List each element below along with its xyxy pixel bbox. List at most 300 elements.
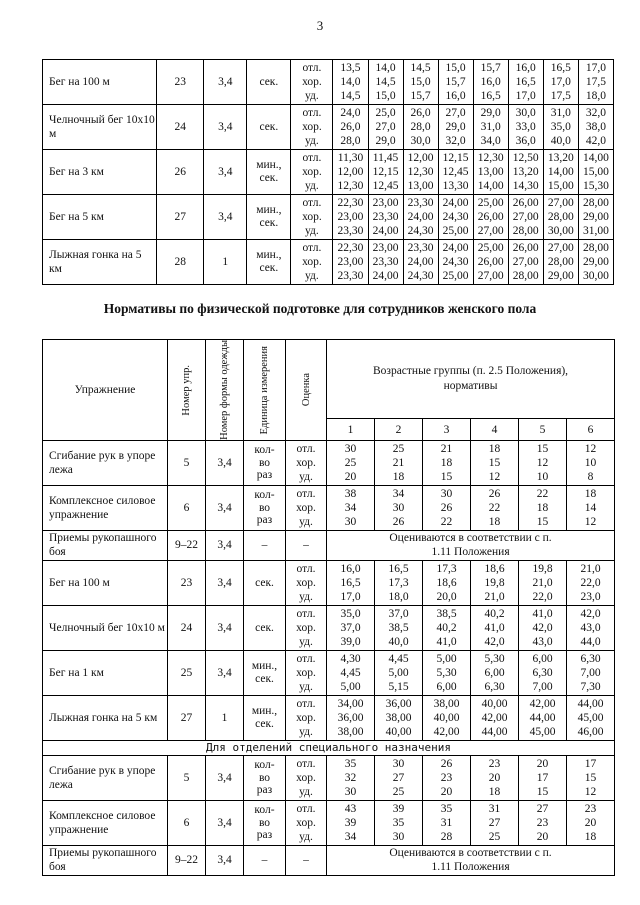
exercise-row [43,650,615,695]
exercise-number: 23 [168,560,206,605]
norm-value: 14,00 [477,180,504,192]
norm-value: 38,5 [388,621,409,634]
norm-value: 5,00 [436,652,457,665]
norm-value: 28,0 [340,135,361,147]
norm-value: 14,00 [582,152,609,164]
value-line: хор. [302,256,322,268]
norm-value: 26,00 [512,197,539,209]
header-grade: Оценка [286,340,327,441]
value-line: отл. [296,652,316,665]
norm-value: 8 [587,470,594,483]
norm-value: 32 [344,771,357,784]
norm-cell [327,650,375,695]
norm-value: 15 [440,470,453,483]
exercise-number: 27 [157,195,204,240]
norm-cell [368,195,403,240]
norm-value: 25,0 [375,107,396,119]
header-row [43,340,615,419]
exercise-number: 23 [157,60,204,105]
norm-value: 14,0 [375,62,396,74]
norm-cell [403,105,438,150]
exercise-name: Бег на 3 км [43,150,157,195]
uniform-number: 3,4 [206,650,244,695]
value-line: уд. [299,680,313,693]
norm-value: 23,00 [372,242,399,254]
norm-value: 38,00 [337,725,364,738]
norm-value: 5,15 [388,680,409,693]
value-line: отл. [296,697,316,710]
norm-value: 43 [344,802,357,815]
norm-cell [471,800,519,845]
value-line: уд. [305,180,319,192]
norm-value: 12 [584,785,597,798]
norm-value: 28,00 [582,197,609,209]
norm-value: 30 [344,515,357,528]
norm-cell [375,605,423,650]
grades [286,440,327,485]
value-line: хор. [296,816,316,829]
norm-value: 17 [536,771,549,784]
norm-value: 44,00 [481,725,508,738]
norm-value: 15,7 [410,90,431,102]
norm-cell [423,605,471,650]
exercise-number: 6 [168,800,206,845]
grades [291,150,333,195]
header-form: Номер формы одежды [206,340,244,441]
group-number: 6 [567,419,615,440]
grades [286,605,327,650]
group-number: 1 [327,419,375,440]
uniform-number: 3,4 [206,440,244,485]
norm-value: 20 [344,470,357,483]
norm-value: 40,00 [385,725,412,738]
grades [291,240,333,285]
norm-value: 26,00 [477,211,504,223]
norm-value: 40,00 [433,711,460,724]
norm-value: 24,0 [340,107,361,119]
norm-value: 16,5 [480,90,501,102]
norm-value: 42,0 [532,621,553,634]
norm-value: 45,00 [577,711,604,724]
norm-value: 15,30 [582,180,609,192]
exercise-name: Челночный бег 10х10 м [43,105,157,150]
exercise-name: Челночный бег 10х10 м [43,605,168,650]
norm-cell [471,650,519,695]
norm-value: 31,00 [582,225,609,237]
value-line: хор. [296,621,316,634]
norm-value: 32,0 [585,107,606,119]
norm-value: 30,0 [515,107,536,119]
norm-cell [508,240,543,285]
norm-cell [567,650,615,695]
exercise-number: 24 [157,105,204,150]
norm-value: 37,0 [388,607,409,620]
norm-value: 26 [392,515,405,528]
norm-value: 16,0 [480,76,501,88]
norm-cell [423,440,471,485]
norm-value: 18,6 [484,562,505,575]
unit: кол-во раз [244,755,286,800]
value-line: отл. [302,62,322,74]
norm-cell [471,755,519,800]
unit: – [244,845,286,875]
norm-cell [471,560,519,605]
norm-value: 27,00 [547,197,574,209]
norm-value: 28,00 [547,256,574,268]
norm-value: 26 [440,757,453,770]
norm-value: 13,00 [407,180,434,192]
norm-value: 28,00 [512,225,539,237]
value-line: хор. [296,501,316,514]
unit: сек. [247,105,291,150]
value-line: хор. [296,711,316,724]
exercise-number: 26 [157,150,204,195]
norm-value: 27 [392,771,405,784]
norm-cell [423,485,471,530]
norm-value: 12 [488,470,501,483]
value-line: уд. [299,590,313,603]
norm-value: 42,0 [580,607,601,620]
norm-value: 18 [488,442,501,455]
norm-value: 25,00 [442,225,469,237]
norm-value: 18,0 [585,90,606,102]
norm-value: 21 [392,456,405,469]
norm-value: 27 [488,816,501,829]
norm-value: 45,00 [529,725,556,738]
norm-value: 23,30 [407,242,434,254]
norm-value: 24,00 [407,211,434,223]
norm-value: 30 [344,785,357,798]
norm-value: 35 [344,757,357,770]
uniform-number: 3,4 [206,485,244,530]
value-line: хор. [302,211,322,223]
norm-cell [375,650,423,695]
value-line: уд. [299,470,313,483]
exercise-number: 9–22 [168,845,206,875]
group-number: 3 [423,419,471,440]
norm-value: 15 [536,785,549,798]
norm-value: 16,5 [550,62,571,74]
norm-value: 27,0 [375,121,396,133]
norm-value: 6,30 [580,652,601,665]
value-line: отл. [296,757,316,770]
norm-cell [423,650,471,695]
exercise-number: 9–22 [168,530,206,560]
norm-value: 24,00 [442,242,469,254]
grades [291,60,333,105]
norm-value: 23 [584,802,597,815]
norm-value: 38 [344,487,357,500]
norm-value: 15,7 [445,76,466,88]
norm-cell [578,240,613,285]
norm-value: 28,0 [410,121,431,133]
norm-cell [508,195,543,240]
grades [291,195,333,240]
norm-value: 4,45 [340,666,361,679]
norm-cell [423,800,471,845]
norm-value: 12,30 [337,180,364,192]
exercise-name: Бег на 100 м [43,60,157,105]
unit: сек. [247,60,291,105]
norm-value: 14,5 [375,76,396,88]
norm-value: 15,00 [547,180,574,192]
unit: – [244,530,286,560]
exercise-name: Бег на 5 км [43,195,157,240]
norm-value: 42,00 [481,711,508,724]
norm-value: 11,45 [372,152,399,164]
norm-value: 35 [392,816,405,829]
norm-cell [375,485,423,530]
norm-value: 24,30 [407,270,434,282]
value-line: уд. [305,270,319,282]
value-line: отл. [296,487,316,500]
norm-value: 14,0 [340,76,361,88]
norm-value: 21 [440,442,453,455]
norm-cell [543,60,578,105]
norm-cell [368,60,403,105]
value-line: уд. [299,635,313,648]
norm-value: 40,2 [436,621,457,634]
norm-value: 12,15 [372,166,399,178]
norm-cell [578,60,613,105]
norm-value: 17,0 [585,62,606,74]
norm-cell [473,60,508,105]
unit: сек. [244,605,286,650]
norm-value: 23,30 [407,197,434,209]
norm-value: 33,0 [515,121,536,133]
norm-value: 39,0 [340,635,361,648]
norm-cell [333,240,368,285]
norm-value: 27,00 [477,225,504,237]
norm-value: 6,30 [484,680,505,693]
norm-value: 13,20 [512,166,539,178]
norm-value: 18 [536,501,549,514]
norm-cell [438,105,473,150]
norm-cell [375,440,423,485]
unit: кол-во раз [244,440,286,485]
value-line: уд. [299,830,313,843]
norm-value: 36,00 [337,711,364,724]
norm-value: 17,3 [388,576,409,589]
norm-value: 28,00 [582,242,609,254]
norm-cell [578,105,613,150]
norm-value: 18,6 [436,576,457,589]
norm-value: 23,30 [372,256,399,268]
norm-cell [508,105,543,150]
norm-cell [567,605,615,650]
norm-value: 12,15 [442,152,469,164]
norm-value: 34 [344,501,357,514]
norm-value: 15,0 [375,90,396,102]
unit: мин., сек. [247,240,291,285]
norm-value: 18 [488,515,501,528]
exercise-name: Приемы рукопашного боя [43,530,168,560]
norm-cell [543,195,578,240]
norm-value: 40,0 [550,135,571,147]
norm-cell [333,150,368,195]
norm-value: 13,20 [547,152,574,164]
norm-value: 34,0 [480,135,501,147]
exercise-row [43,845,615,875]
norm-value: 20 [488,771,501,784]
norm-value: 23 [488,757,501,770]
grades [286,650,327,695]
norm-value: 38,5 [436,607,457,620]
norm-cell [368,240,403,285]
norm-value: 16,0 [445,90,466,102]
norm-value: 25 [392,442,405,455]
norm-cell [473,195,508,240]
exercise-row [43,755,615,800]
norm-value: 18 [584,830,597,843]
norm-value: 16,0 [340,562,361,575]
norm-value: 26,00 [512,242,539,254]
uniform-number: 3,4 [206,755,244,800]
norm-value: 24,30 [442,256,469,268]
exercise-number: 5 [168,755,206,800]
norm-value: 41,0 [436,635,457,648]
norm-value: 31 [440,816,453,829]
norm-cell [333,195,368,240]
exercise-name: Сгибание рук в упоре лежа [43,755,168,800]
norm-value: 23,00 [337,256,364,268]
uniform-number: 3,4 [204,150,247,195]
exercise-row [43,800,615,845]
unit: кол-во раз [244,485,286,530]
norm-value: 30 [392,830,405,843]
norm-value: 17,5 [550,90,571,102]
norm-value: 46,00 [577,725,604,738]
norm-cell [327,485,375,530]
norm-value: 40,00 [481,697,508,710]
norm-value: 38,00 [385,711,412,724]
norm-value: 20,0 [436,590,457,603]
value-line: отл. [302,242,322,254]
norm-value: 31,0 [480,121,501,133]
value-line: уд. [299,725,313,738]
norm-value: 23,30 [372,211,399,223]
norm-value: 35 [440,802,453,815]
grade-dash: – [286,845,327,875]
norm-value: 13,5 [340,62,361,74]
norm-value: 35,0 [550,121,571,133]
norm-value: 29,00 [547,270,574,282]
value-line: отл. [302,152,322,164]
norm-value: 31,0 [550,107,571,119]
norm-cell [508,150,543,195]
value-line: отл. [296,562,316,575]
norm-value: 19,8 [484,576,505,589]
norm-value: 39 [344,816,357,829]
norm-value: 14,5 [410,62,431,74]
value-line: хор. [302,166,322,178]
unit: мин., сек. [244,695,286,740]
grades [286,800,327,845]
grade-dash: – [286,530,327,560]
norm-value: 23,00 [337,211,364,223]
norm-value: 30,00 [547,225,574,237]
uniform-number: 3,4 [206,800,244,845]
exercise-name: Лыжная гонка на 5 км [43,695,168,740]
norm-value: 7,00 [532,680,553,693]
value-line: отл. [302,107,322,119]
norm-value: 6,00 [484,666,505,679]
norm-value: 7,00 [580,666,601,679]
norm-value: 23,30 [337,270,364,282]
norm-value: 43,0 [532,635,553,648]
norm-value: 26 [488,487,501,500]
norm-value: 26 [440,501,453,514]
norm-value: 12 [584,442,597,455]
exercise-name: Комплексное силовое упражнение [43,800,168,845]
exercise-number: 28 [157,240,204,285]
exercise-number: 6 [168,485,206,530]
norm-cell [519,485,567,530]
norm-cell [423,755,471,800]
norm-cell [375,800,423,845]
norm-value: 12,45 [372,180,399,192]
norm-value: 22 [536,487,549,500]
norm-value: 20 [536,830,549,843]
value-line: отл. [302,197,322,209]
norm-value: 12 [584,515,597,528]
norm-cell [567,755,615,800]
grades [286,485,327,530]
norm-value: 17,5 [585,76,606,88]
norm-value: 21,0 [580,562,601,575]
norm-cell [543,240,578,285]
page-number: 3 [316,18,324,33]
norm-value: 16,5 [515,76,536,88]
norm-value: 27,00 [477,270,504,282]
norm-value: 26,00 [477,256,504,268]
norm-cell [327,755,375,800]
value-line: хор. [302,76,322,88]
uniform-number: 3,4 [206,560,244,605]
norm-value: 22,30 [337,197,364,209]
uniform-number: 3,4 [204,60,247,105]
norm-value: 42,0 [484,635,505,648]
norm-cell [508,60,543,105]
group-number: 5 [519,419,567,440]
exercise-row [43,60,614,105]
norm-value: 44,0 [580,635,601,648]
norm-value: 22 [488,501,501,514]
norm-value: 24,30 [407,225,434,237]
norm-value: 10 [536,470,549,483]
norm-cell [519,650,567,695]
norm-cell [375,695,423,740]
uniform-number: 3,4 [204,195,247,240]
uniform-number: 1 [206,695,244,740]
norm-cell [473,105,508,150]
norm-value: 29,0 [445,121,466,133]
exercise-row [43,695,615,740]
norm-value: 14,30 [512,180,539,192]
norm-value: 16,5 [340,576,361,589]
value-line: хор. [296,666,316,679]
norm-value: 12,45 [442,166,469,178]
norm-value: 29,00 [582,211,609,223]
norm-value: 14,00 [547,166,574,178]
value-line: уд. [305,225,319,237]
norm-value: 18 [584,487,597,500]
norm-value: 20 [584,816,597,829]
standards-table-continued [42,59,614,285]
special-section-row [43,740,615,755]
norm-value: 16,0 [515,62,536,74]
norm-value: 28,00 [512,270,539,282]
